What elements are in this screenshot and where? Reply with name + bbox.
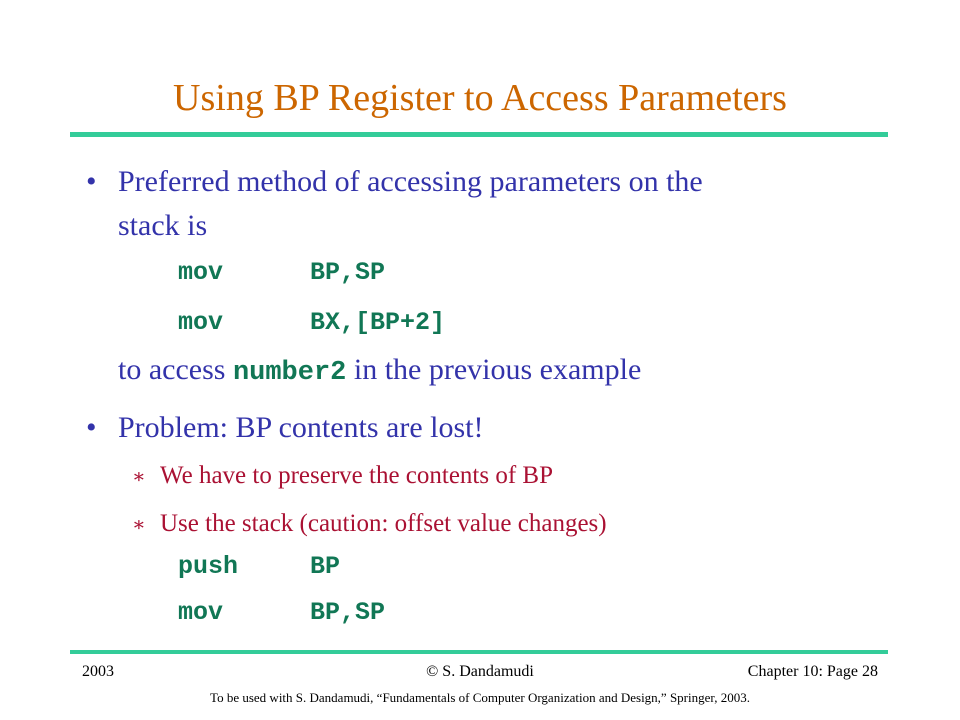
code-arg: BP bbox=[310, 552, 341, 581]
bullet-marker: • bbox=[86, 165, 97, 198]
code-op: mov bbox=[178, 258, 224, 287]
access-line bbox=[118, 352, 641, 391]
access-line-before: to access bbox=[118, 353, 233, 386]
code-op: mov bbox=[178, 308, 224, 337]
code-arg: BP,SP bbox=[310, 598, 386, 627]
sub-bullet-marker: ∗ bbox=[132, 466, 146, 488]
sub-bullet-1-text: We have to preserve the contents of BP bbox=[160, 462, 554, 489]
sub-bullet-marker: ∗ bbox=[132, 514, 146, 536]
access-line-code: number2 bbox=[232, 358, 347, 388]
slide-title: Using BP Register to Access Parameters bbox=[173, 77, 787, 119]
code-arg: BP,SP bbox=[310, 258, 386, 287]
code-arg: BX,[BP+2] bbox=[310, 308, 446, 337]
code-op: mov bbox=[178, 598, 224, 627]
bullet-1-line-1: Preferred method of accessing parameters on the bbox=[118, 165, 703, 198]
bullet-1-line-2: stack is bbox=[118, 209, 208, 242]
bullet-marker: • bbox=[86, 411, 97, 444]
sub-bullet-2-text: Use the stack (caution: offset value changes) bbox=[160, 510, 607, 537]
footer-note: To be used with S. Dandamudi, “Fundamentals of Computer Organization and Design,” Springer, 2003. bbox=[210, 690, 750, 705]
access-line-after: in the previous example bbox=[346, 353, 642, 386]
footer-year: 2003 bbox=[82, 663, 114, 680]
bullet-2-text: Problem: BP contents are lost! bbox=[118, 411, 484, 444]
code-op: push bbox=[178, 552, 239, 581]
footer-author: © S. Dandamudi bbox=[426, 663, 534, 680]
title-divider bbox=[70, 132, 888, 137]
footer-page: Chapter 10: Page 28 bbox=[747, 663, 878, 680]
footer-divider bbox=[70, 650, 888, 654]
